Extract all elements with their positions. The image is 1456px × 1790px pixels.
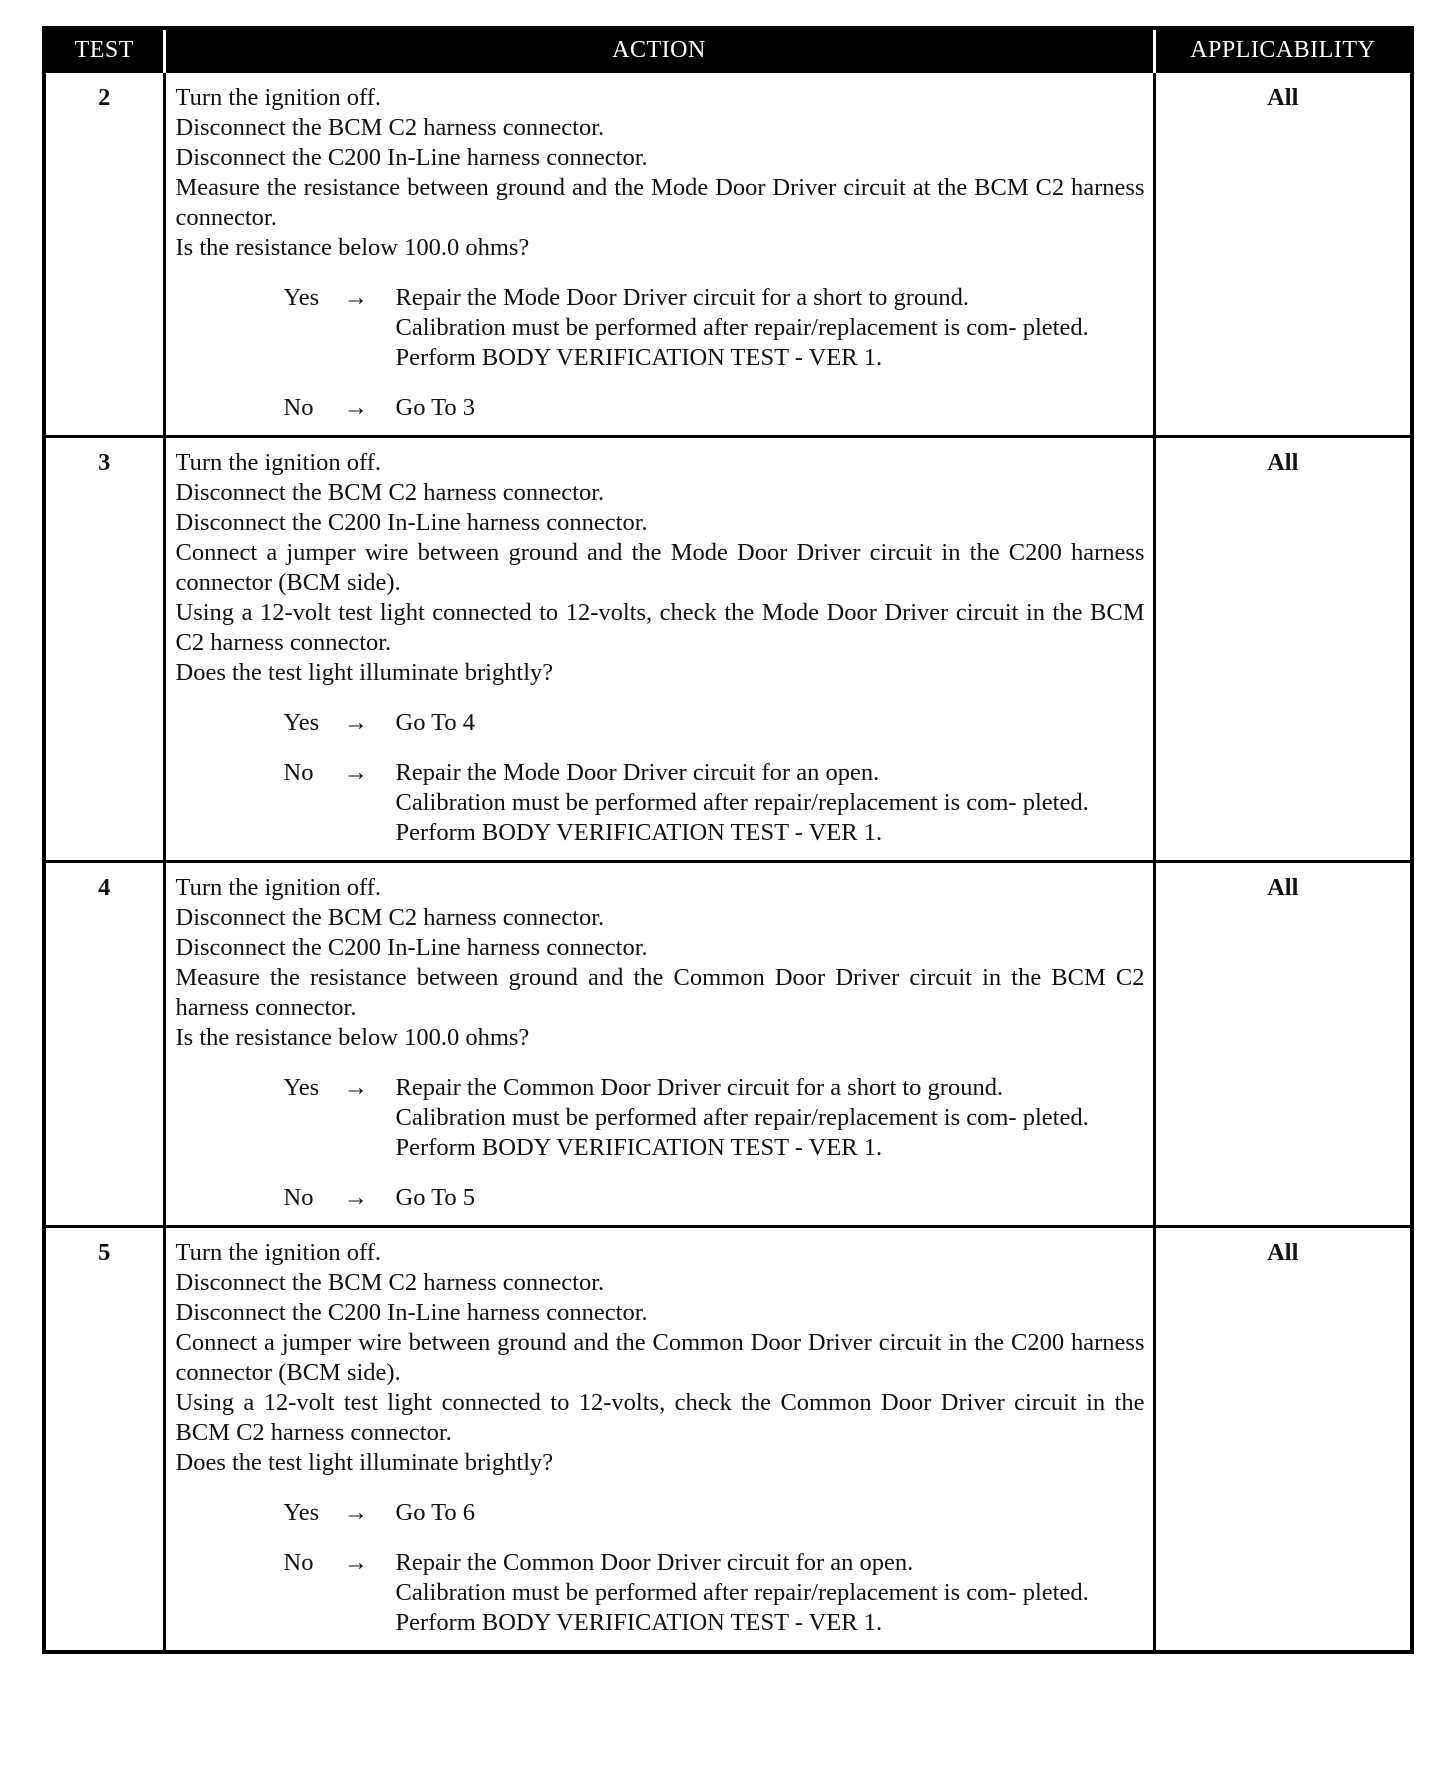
applicability-value: All	[1154, 862, 1412, 1227]
result-branch-no	[284, 758, 1145, 848]
test-number: 5	[44, 1227, 164, 1653]
column-header-action: ACTION	[164, 28, 1154, 72]
diagnostic-test-table-page	[42, 26, 1410, 1654]
result-label: Yes	[283, 709, 320, 736]
action-cell	[164, 1227, 1154, 1653]
result-instruction-line: Calibration must be performed after repair/replacement is com- pleted.	[395, 1579, 1089, 1606]
action-step: Turn the ignition off.	[175, 84, 382, 111]
result-instructions	[396, 1548, 1145, 1638]
table-header-row	[44, 28, 1412, 72]
column-header-applicability: APPLICABILITY	[1154, 28, 1412, 72]
action-step: Disconnect the BCM C2 harness connector.	[175, 1269, 605, 1296]
result-instruction-line: Calibration must be performed after repair/replacement is com- pleted.	[395, 789, 1089, 816]
result-label: No	[283, 759, 314, 786]
result-instructions	[396, 1073, 1145, 1163]
result-instruction-line: Perform BODY VERIFICATION TEST - VER 1.	[395, 1134, 883, 1161]
result-instructions	[396, 758, 1145, 848]
result-branch-yes	[284, 283, 1145, 373]
result-label: Yes	[283, 1499, 320, 1526]
action-step: Turn the ignition off.	[175, 874, 382, 901]
table-row	[44, 1227, 1412, 1653]
result-label: Yes	[283, 284, 320, 311]
right-arrow-icon: →	[343, 394, 368, 421]
action-step: Disconnect the BCM C2 harness connector.	[175, 479, 605, 506]
test-number: 3	[44, 437, 164, 862]
result-branches	[176, 1073, 1145, 1213]
result-label: No	[283, 1184, 314, 1211]
result-branch-no	[284, 1548, 1145, 1638]
action-step: Disconnect the C200 In-Line harness connector.	[175, 1299, 648, 1326]
action-cell	[164, 72, 1154, 437]
action-step: Disconnect the BCM C2 harness connector.	[175, 114, 605, 141]
action-step: Disconnect the BCM C2 harness connector.	[175, 904, 605, 931]
result-instructions	[396, 1183, 1145, 1213]
applicability-value: All	[1154, 437, 1412, 862]
action-step: Using a 12-volt test light connected to 12-volts, check the Common Door Driver circuit in the BCM C2 harness connector.	[175, 1389, 1145, 1446]
result-instructions	[396, 283, 1145, 373]
result-instruction-line: Repair the Mode Door Driver circuit for an open.	[395, 759, 880, 786]
table-row	[44, 72, 1412, 437]
test-number: 2	[44, 72, 164, 437]
applicability-value: All	[1154, 1227, 1412, 1653]
test-number: 4	[44, 862, 164, 1227]
right-arrow-icon: →	[343, 1184, 368, 1211]
action-step: Is the resistance below 100.0 ohms?	[175, 234, 530, 261]
result-instruction-line: Perform BODY VERIFICATION TEST - VER 1.	[395, 1609, 883, 1636]
result-instruction-line: Repair the Mode Door Driver circuit for a short to ground.	[395, 284, 970, 311]
action-step: Turn the ignition off.	[175, 1239, 382, 1266]
column-header-test: TEST	[44, 28, 164, 72]
action-step: Is the resistance below 100.0 ohms?	[175, 1024, 530, 1051]
result-instruction-line: Perform BODY VERIFICATION TEST - VER 1.	[395, 819, 883, 846]
right-arrow-icon: →	[343, 759, 368, 786]
right-arrow-icon: →	[343, 709, 368, 736]
action-step: Connect a jumper wire between ground and the Mode Door Driver circuit in the C200 harness connector (BCM side).	[175, 539, 1145, 596]
result-branches	[176, 708, 1145, 848]
result-instruction-line: Perform BODY VERIFICATION TEST - VER 1.	[395, 344, 883, 371]
action-step: Measure the resistance between ground and the Mode Door Driver circuit at the BCM C2 harness connector.	[175, 174, 1145, 231]
result-instruction-line: Repair the Common Door Driver circuit for a short to ground.	[395, 1074, 1004, 1101]
diagnostic-test-table	[42, 26, 1414, 1654]
action-cell	[164, 437, 1154, 862]
right-arrow-icon: →	[343, 1074, 368, 1101]
result-instruction-line: Calibration must be performed after repair/replacement is com- pleted.	[395, 314, 1089, 341]
result-branch-no	[284, 393, 1145, 423]
result-branch-yes	[284, 708, 1145, 738]
action-step: Using a 12-volt test light connected to 12-volts, check the Mode Door Driver circuit in the BCM C2 harness connector.	[175, 599, 1145, 656]
action-step: Disconnect the C200 In-Line harness connector.	[175, 509, 648, 536]
result-instruction-line: Calibration must be performed after repair/replacement is com- pleted.	[395, 1104, 1089, 1131]
result-label: Yes	[283, 1074, 320, 1101]
result-instructions	[396, 1498, 1145, 1528]
table-row	[44, 862, 1412, 1227]
action-step: Turn the ignition off.	[175, 449, 382, 476]
result-branches	[176, 283, 1145, 423]
result-label: No	[283, 394, 314, 421]
result-branches	[176, 1498, 1145, 1638]
result-instructions	[396, 393, 1145, 423]
result-instructions	[396, 708, 1145, 738]
result-label: No	[283, 1549, 314, 1576]
action-step: Disconnect the C200 In-Line harness connector.	[175, 934, 648, 961]
table-body	[44, 72, 1412, 1653]
action-step: Disconnect the C200 In-Line harness connector.	[175, 144, 648, 171]
result-branch-yes	[284, 1073, 1145, 1163]
right-arrow-icon: →	[343, 1549, 368, 1576]
result-instruction-line: Go To 6	[395, 1499, 476, 1526]
result-instruction-line: Go To 3	[395, 394, 476, 421]
applicability-value: All	[1154, 72, 1412, 437]
right-arrow-icon: →	[343, 284, 368, 311]
table-row	[44, 437, 1412, 862]
action-step: Measure the resistance between ground and the Common Door Driver circuit in the BCM C2 harness connector.	[175, 964, 1145, 1021]
result-branch-no	[284, 1183, 1145, 1213]
action-cell	[164, 862, 1154, 1227]
right-arrow-icon: →	[343, 1499, 368, 1526]
result-branch-yes	[284, 1498, 1145, 1528]
action-step: Connect a jumper wire between ground and the Common Door Driver circuit in the C200 harness connector (BCM side).	[175, 1329, 1145, 1386]
action-step: Does the test light illuminate brightly?	[175, 659, 554, 686]
result-instruction-line: Go To 4	[395, 709, 476, 736]
action-step: Does the test light illuminate brightly?	[175, 1449, 554, 1476]
result-instruction-line: Go To 5	[395, 1184, 476, 1211]
result-instruction-line: Repair the Common Door Driver circuit for an open.	[395, 1549, 914, 1576]
